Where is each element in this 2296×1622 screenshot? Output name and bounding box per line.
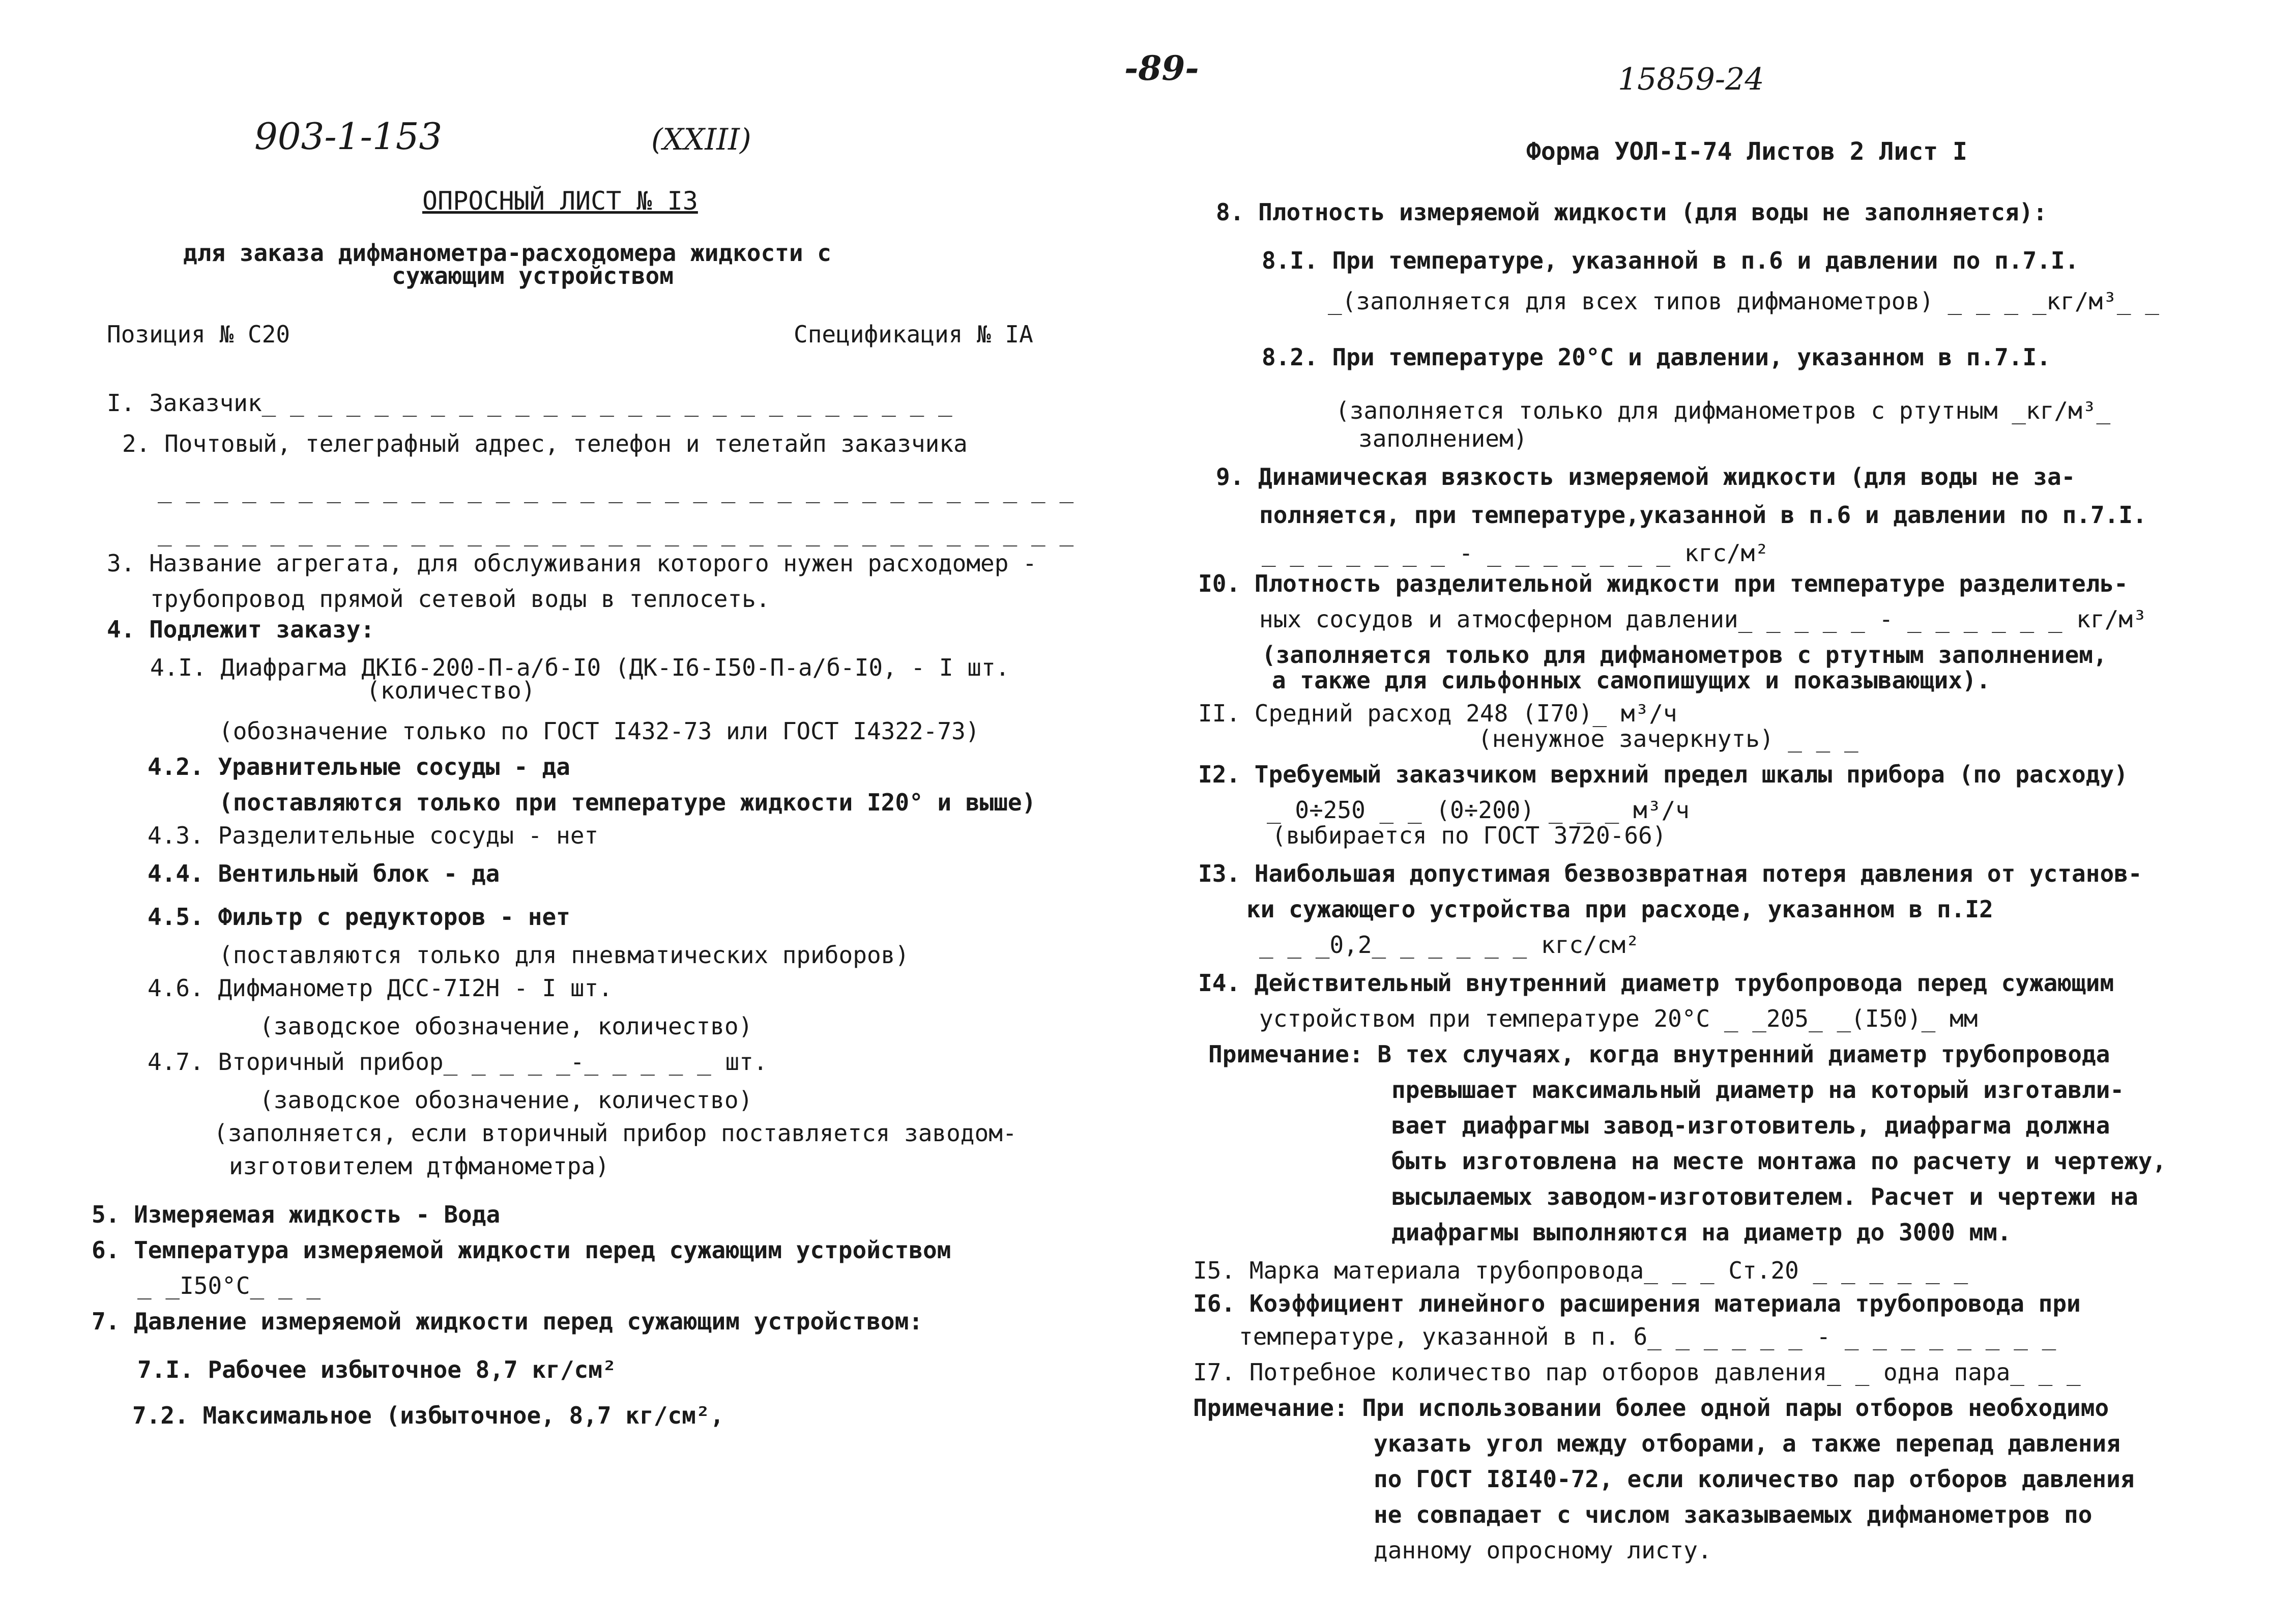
title-line-1: для заказа дифманометра-расходомера жидкости с [183,239,831,267]
doc-code-left: 903-1-153 [254,115,443,158]
right-line: _ 0÷250 _ _ (0÷200) _ _ _ м³/ч [1267,796,1690,824]
title-line-2: сужающим устройством [392,262,674,289]
left-line: (количество) [366,677,536,704]
right-line: (ненужное зачеркнуть) _ _ _ [1478,725,1858,752]
left-line: (поставляются только для пневматических приборов) [219,941,910,969]
right-line: ных сосудов и атмосферном давлении_ _ _ _ _ - _ _ _ _ _ _ кг/м³ [1259,605,2147,633]
right-line: по ГОСТ I8I40-72, если количество пар отборов давления [1374,1465,2135,1493]
right-line: I2. Требуемый заказчиком верхний предел шкалы прибора (по расходу) [1198,761,2128,788]
position-number: Позиция № С20 [107,321,290,348]
right-line: 8.I. При температуре, указанной в п.6 и давлении по п.7.I. [1262,247,2079,274]
left-line: (заводское обозначение, количество) [259,1086,753,1114]
left-line: 5. Измеряемая жидкость - Вода [92,1201,501,1228]
right-line: I5. Марка материала трубопровода_ _ _ Ст.20 _ _ _ _ _ _ [1193,1257,1968,1284]
right-line: II. Средний расход 248 (I70)_ м³/ч [1198,700,1677,727]
right-line: диафрагмы выполняются на диаметр до 3000 мм. [1391,1219,2012,1246]
left-line: трубопровод прямой сетевой воды в теплосеть. [150,585,770,613]
form-code: Форма УОЛ-I-74 Листов 2 Лист I [1526,137,1967,166]
left-line: _ _ _ _ _ _ _ _ _ _ _ _ _ _ _ _ _ _ _ _ _ _ _ _ _ _ _ _ _ _ _ _ _ [158,476,1074,503]
left-line: (поставляются только при температуре жидкости I20° и выше) [219,789,1036,816]
left-line: 4.5. Фильтр с редукторов - нет [148,903,570,931]
right-line: I3. Наибольшая допустимая безвозвратная потеря давления от установ- [1198,860,2142,887]
right-line: _ _ _0,2_ _ _ _ _ _ кгс/см² [1259,931,1640,959]
left-line: 4.4. Вентильный блок - да [148,860,500,887]
left-line: 7.I. Рабочее избыточное 8,7 кг/см² [137,1356,617,1383]
right-line: I6. Коэффициент линейного расширения материала трубопровода при [1193,1290,2081,1317]
left-line: 4.7. Вторичный прибор_ _ _ _ _-_ _ _ _ _ шт. [148,1048,768,1076]
left-line: 4.6. Дифманометр ДСС-7I2Н - I шт. [148,974,613,1002]
right-line: заполнением) [1358,425,1528,452]
right-line: устройством при температуре 20°С _ _205_ _(I50)_ мм [1259,1005,1978,1032]
right-line: (заполняется только для дифманометров с ртутным _кг/м³_ [1335,397,2111,424]
right-line: I4. Действительный внутренний диаметр трубопровода перед сужающим [1198,969,2114,997]
right-line: I0. Плотность разделительной жидкости при температуре разделитель- [1198,570,2128,597]
right-line: превышает максимальный диаметр на который изготавли- [1391,1076,2125,1104]
left-line: 3. Название агрегата, для обслуживания которого нужен расходомер - [107,549,1037,577]
left-line: 2. Почтовый, телеграфный адрес, телефон и телетайп заказчика [122,430,968,457]
right-line: Примечание: При использовании более одной пары отборов необходимо [1193,1394,2109,1422]
right-line: _(заполняется для всех типов дифманометров) _ _ _ _кг/м³_ _ [1328,287,2159,315]
right-line: полняется, при температуре,указанной в п.6 и давлении по п.7.I. [1259,501,2147,529]
left-line: 6. Температура измеряемой жидкости перед сужающим устройством [92,1236,951,1264]
left-line: 4.3. Разделительные сосуды - нет [148,822,599,849]
page-title: ОПРОСНЫЙ ЛИСТ № I3 [422,186,698,216]
right-line: 8.2. При температуре 20°С и давлении, указанном в п.7.I. [1262,343,2051,371]
right-line: 8. Плотность измеряемой жидкости (для воды не заполняется): [1216,198,2047,226]
right-line: 9. Динамическая вязкость измеряемой жидкости (для воды не за- [1216,463,2076,490]
left-line: 4.2. Уравнительные сосуды - да [148,753,570,780]
left-line: 4. Подлежит заказу: [107,616,375,643]
left-line: 7. Давление измеряемой жидкости перед сужающим устройством: [92,1308,923,1335]
left-line: (заводское обозначение, количество) [259,1012,753,1040]
doc-code-right: 15859-24 [1618,62,1764,97]
right-line: быть изготовлена на месте монтажа по расчету и чертежу, [1391,1147,2167,1175]
right-line: _ _ _ _ _ _ _ - _ _ _ _ _ _ _ кгс/м² [1262,539,1769,567]
right-line: ки сужающего устройства при расходе, указанном в п.I2 [1246,895,1993,923]
left-line: (обозначение только по ГОСТ I432-73 или ГОСТ I4322-73) [219,717,980,745]
specification-number: Спецификация № IA [794,321,1033,348]
left-line: I. Заказчик_ _ _ _ _ _ _ _ _ _ _ _ _ _ _ _ _ _ _ _ _ _ _ _ _ [107,389,952,417]
right-line: данному опросному листу. [1374,1537,1712,1564]
right-line: а также для сильфонных самопишущих и показывающих). [1272,667,1991,694]
left-line: изготовителем дтфманометра) [229,1152,609,1180]
right-line: высылаемых заводом-изготовителем. Расчет и чертежи на [1391,1183,2138,1210]
left-line: 7.2. Максимальное (избыточное, 8,7 кг/см², [132,1402,724,1429]
right-line: (выбирается по ГОСТ 3720-66) [1272,822,1667,849]
left-line: _ _I50°С_ _ _ [137,1272,321,1299]
right-line: вает диафрагмы завод-изготовитель, диафрагма должна [1391,1112,2110,1139]
right-line: температуре, указанной в п. 6_ _ _ _ _ _ - _ _ _ _ _ _ _ _ [1239,1323,2056,1350]
left-line: _ _ _ _ _ _ _ _ _ _ _ _ _ _ _ _ _ _ _ _ _ _ _ _ _ _ _ _ _ _ _ _ _ [158,519,1074,546]
right-line: (заполняется только для дифманометров с ртутным заполнением, [1262,641,2107,669]
roman-numeral: (XXIII) [651,122,751,157]
page-number: -89- [1124,48,1199,88]
left-line: 4.I. Диафрагма ДКI6-200-П-а/б-I0 (ДК-I6-I50-П-а/б-I0, - I шт. [150,654,1010,681]
right-line: I7. Потребное количество пар отборов давления_ _ одна пара_ _ _ [1193,1358,2081,1386]
right-line: не совпадает с числом заказываемых дифманометров по [1374,1501,2092,1528]
left-line: (заполняется, если вторичный прибор поставляется заводом- [214,1119,1017,1147]
right-line: указать угол между отборами, а также перепад давления [1374,1430,2120,1457]
right-line: Примечание: В тех случаях, когда внутренний диаметр трубопровода [1208,1040,2110,1068]
